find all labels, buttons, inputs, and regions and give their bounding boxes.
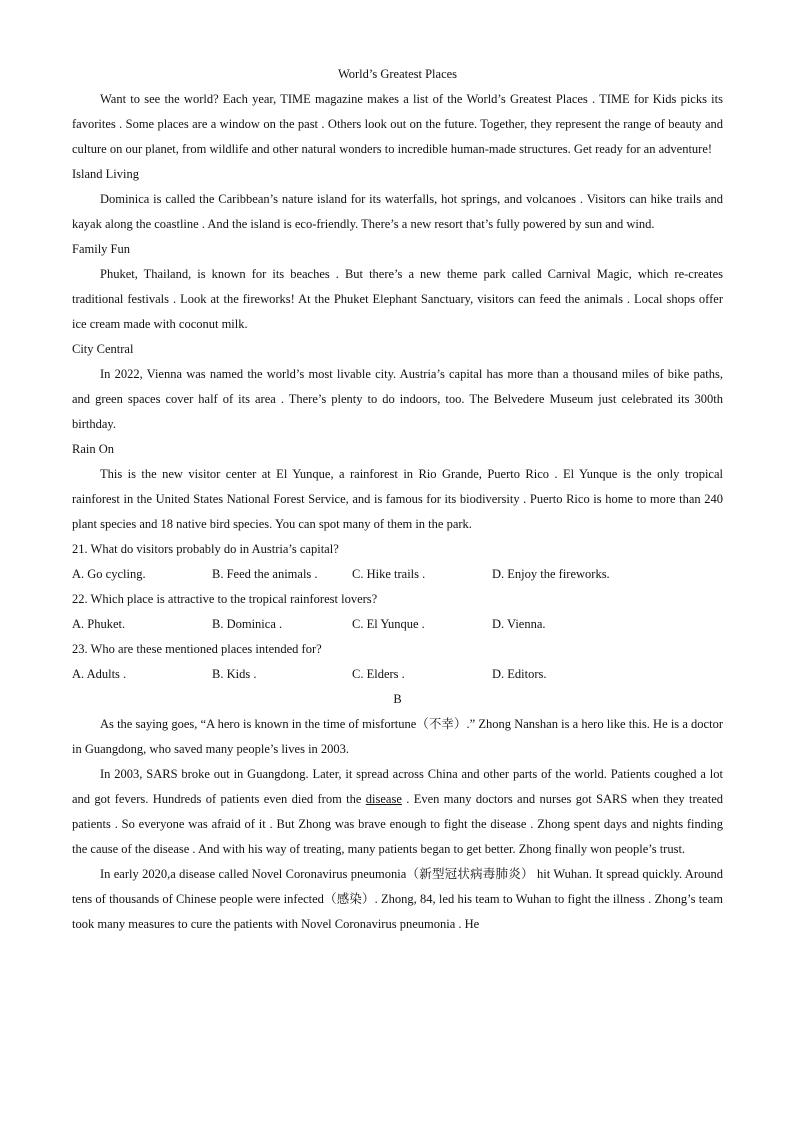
part-b-paragraph: As the saying goes, “A hero is known in the time of misfortune（不幸）.” Zhong Nanshan is a hero like this. He is a doctor in Guangdong, who saved many people’s lives in 2003. [72,717,723,756]
option-c: C. Hike trails . [352,567,426,581]
document-page [72,62,723,937]
section-paragraph: Dominica is called the Caribbean’s nature island for its waterfalls, hot springs, and volcanoes . Visitors can hike trails and kayak along the coastline . And the island is eco-friendly. There’s a new resort that’s fully powered by sun and wind. [72,192,723,231]
section-paragraph: Phuket, Thailand, is known for its beaches . But there’s a new theme park called Carnival Magic, which re-creates traditional festivals . Look at the fireworks! At the Phuket Elephant Sanctuary, visitors can feed the animals . Local shops offer ice cream made with coconut milk. [72,267,723,331]
intro-paragraph: Want to see the world? Each year, TIME magazine makes a list of the World’s Greatest Places . TIME for Kids picks its favorites . Some places are a window on the past . Others look out on the future. Together, they represent the range of beauty and culture on our planet, from wildlife and other natural wonders to incredible human-made structures. Get ready for an adventure! [72,92,723,156]
section-heading: Island Living [72,167,140,181]
page-title: World’s Greatest Places [337,67,458,81]
underlined-word: disease [365,792,402,806]
section-heading: City Central [72,342,134,356]
option-a: A. Go cycling. [72,567,146,581]
option-a: A. Adults . [72,667,127,681]
part-b-paragraph: In early 2020,a disease called Novel Coronavirus pneumonia（新型冠状病毒肺炎） hit Wuhan. It spread quickly. Around tens of thousands of Chinese people were infected（感染）. Zhong, 84, led his team to Wuhan to fight the illness . Zhong’s team took many measures to cure the patients with Novel Coronavirus pneumonia . He [72,867,723,931]
section-paragraph: In 2022, Vienna was named the world’s most livable city. Austria’s capital has more than a thousand miles of bike paths, and green spaces cover half of its area . There’s plenty to do indoors, too. The Belvedere Museum just celebrated its 300th birthday. [72,367,723,431]
question-stem: 21. What do visitors probably do in Austria’s capital? [72,542,339,556]
option-b: B. Feed the animals . [212,567,318,581]
paragraph-text: In 2003, SARS broke out in Guangdong. Later, it spread across China and other parts of the world. Patients coughed a lot and got fevers. Hundreds of patients even died from the [72,767,723,806]
option-d: D. Editors. [492,667,547,681]
option-c: C. Elders . [352,667,405,681]
part-b-paragraph [72,762,723,862]
question-stem: 22. Which place is attractive to the tropical rainforest lovers? [72,592,378,606]
option-a: A. Phuket. [72,617,126,631]
section-paragraph: This is the new visitor center at El Yunque, a rainforest in Rio Grande, Puerto Rico . El Yunque is the only tropical rainforest in the United States National Forest Service, and is famous for its biodiversity . Puerto Rico is home to more than 240 plant species and 18 native bird species. You can spot many of them in the park. [72,467,723,531]
question-options [72,662,723,687]
question-options [72,562,723,587]
option-d: D. Enjoy the fireworks. [492,567,610,581]
question-options [72,612,723,637]
option-b: B. Kids . [212,667,257,681]
option-b: B. Dominica . [212,617,283,631]
section-heading: Rain On [72,442,115,456]
question-stem: 23. Who are these mentioned places intended for? [72,642,322,656]
paragraph-text: . Even many doctors and nurses got SARS when they treated patients . So everyone was afraid of it . But Zhong was brave enough to fight the disease . Zhong spent days and nights finding the cause of the disease . And with his way of treating, many patients began to get better. Zhong finally won people’s trust. [72,792,723,856]
option-d: D. Vienna. [492,617,546,631]
part-b-label: B [393,692,402,706]
section-heading: Family Fun [72,242,130,256]
option-c: C. El Yunque . [352,617,425,631]
